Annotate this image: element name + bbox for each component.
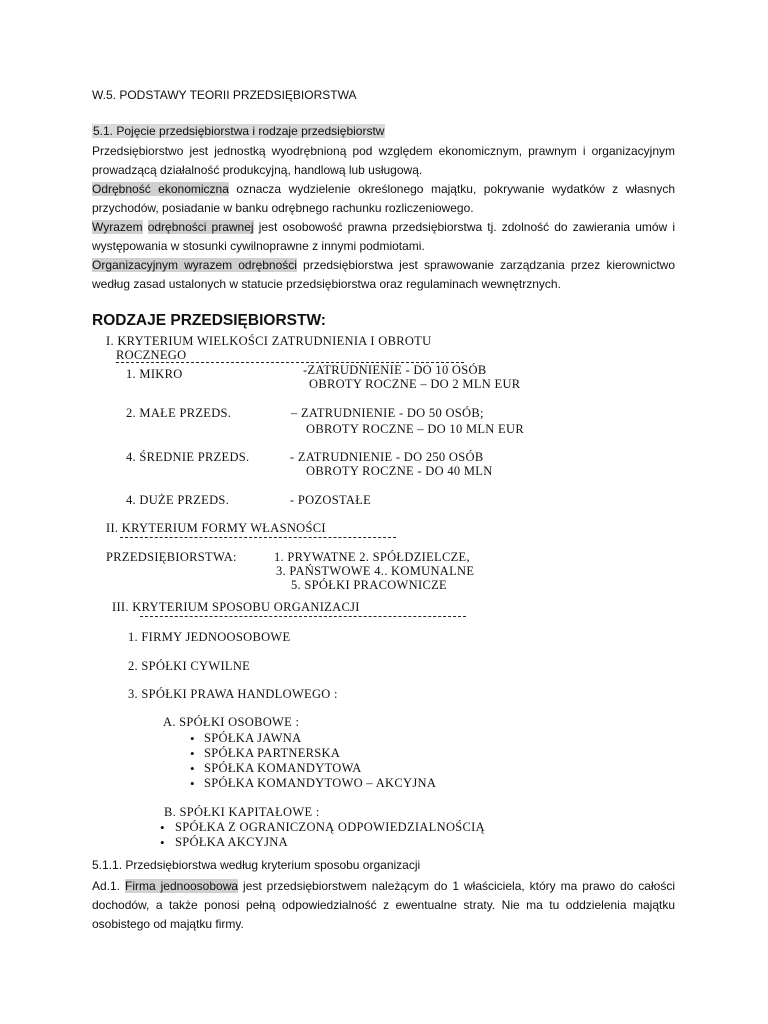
size-micro-turnover: OBROTY ROCZNE – DO 2 MLN EUR <box>309 377 521 391</box>
bullet-icon: • <box>160 820 165 835</box>
bullet-icon: • <box>160 835 165 850</box>
highlighted-term: odrębności prawnej <box>147 220 254 234</box>
dashed-underline <box>120 537 396 538</box>
capital-companies-heading: B. SPÓŁKI KAPITAŁOWE : <box>164 805 320 819</box>
highlighted-term: Odrębność ekonomiczna <box>92 182 229 196</box>
paragraph-text: jest osobowość prawna przedsiębiorstwa tj. zdolność do zawierania umów i występowania w stosunki cywilnoprawne z innymi podmiotami. <box>92 220 676 253</box>
size-medium-turnover: OBROTY ROCZNE - DO 40 MLN <box>306 464 493 478</box>
bullet-icon: • <box>190 776 195 791</box>
capital-company-item: SPÓŁKA AKCYJNA <box>175 835 288 849</box>
paragraph-text: przedsiębiorstwa jest sprawowanie zarządzania przez kierownictwo według zasad ustalonych w statucie przedsiębiorstwa oraz regulaminach wewnętrznych. <box>92 258 676 291</box>
org-commercial-companies: 3. SPÓŁKI PRAWA HANDLOWEGO : <box>128 687 338 701</box>
subsection-heading: 5.1.1. Przedsiębiorstwa według kryterium sposobu organizacji <box>92 858 421 872</box>
ownership-forms-row2: 3. PAŃSTWOWE 4.. KOMUNALNE <box>276 564 475 578</box>
highlighted-term: Wyrazem <box>92 220 143 234</box>
partnership-item: SPÓŁKA KOMANDYTOWO – AKCYJNA <box>204 776 437 790</box>
criterion-organization-heading: III. KRYTERIUM SPOSOBU ORGANIZACJI <box>112 600 360 614</box>
ownership-forms-row3: 5. SPÓŁKI PRACOWNICZE <box>291 578 447 592</box>
partnership-item: SPÓŁKA PARTNERSKA <box>204 746 341 760</box>
partnership-item: SPÓŁKA KOMANDYTOWA <box>204 761 362 775</box>
ownership-forms-row1: 1. PRYWATNE 2. SPÓŁDZIELCZE, <box>274 550 470 564</box>
paragraph-organizational <box>92 256 675 294</box>
section-heading: 5.1. Pojęcie przedsiębiorstwa i rodzaje przedsiębiorstw <box>93 124 385 138</box>
paragraph-text: Przedsiębiorstwo jest jednostką wyodrębnioną pod względem ekonomicznym, prawnym i organizacyjnym prowadzącą działalność produkcyjną, handlową lub usługową. <box>92 144 675 177</box>
dashed-underline <box>140 616 466 617</box>
bullet-icon: • <box>190 731 195 746</box>
types-heading: RODZAJE PRZEDSIĘBIORSTW: <box>92 312 326 329</box>
paragraph-prefix: Ad.1. <box>92 879 125 893</box>
ownership-label: PRZEDSIĘBIORSTWA: <box>106 550 237 564</box>
org-civil-partnerships: 2. SPÓŁKI CYWILNE <box>128 659 251 673</box>
size-small-turnover: OBROTY ROCZNE – DO 10 MLN EUR <box>306 422 524 436</box>
highlighted-term: Organizacyjnym wyrazem odrębności <box>92 258 297 272</box>
paragraph-legal <box>92 218 675 256</box>
size-large-label: 4. DUŻE PRZEDS. <box>126 493 230 507</box>
partnership-item: SPÓŁKA JAWNA <box>204 731 302 745</box>
bullet-icon: • <box>190 761 195 776</box>
paragraph-sole-proprietorship <box>92 877 675 934</box>
size-micro-label: 1. MIKRO <box>126 367 183 381</box>
paragraph-text: oznacza wydzielenie określonego majątku, pokrywanie wydatków z własnych przychodów, posiadanie w banku odrębnego rachunku rozliczeniowego. <box>92 182 675 215</box>
highlighted-term: Firma jednoosobowa <box>125 879 239 893</box>
criterion-size-heading: I. KRYTERIUM WIELKOŚCI ZATRUDNIENIA I OBROTU <box>106 334 432 348</box>
size-medium-employment: - ZATRUDNIENIE - DO 250 OSÓB <box>290 450 484 464</box>
criterion-size-heading-cont: ROCZNEGO <box>116 348 187 362</box>
size-small-employment: – ZATRUDNIENIE - DO 50 OSÓB; <box>291 406 484 420</box>
paragraph-economic <box>92 180 675 218</box>
paragraph-text: jest przedsiębiorstwem należącym do 1 właściciela, który ma prawo do całości dochodów, a także ponosi pełną odpowiedzialność z ewentualne straty. Nie ma tu oddzielenia majątku osobistego od majątku firmy. <box>92 879 675 931</box>
capital-company-item: SPÓŁKA Z OGRANICZONĄ ODPOWIEDZIALNOŚCIĄ <box>175 820 485 834</box>
partnerships-heading: A. SPÓŁKI OSOBOWE : <box>163 715 300 729</box>
size-medium-label: 4. ŚREDNIE PRZEDS. <box>126 450 250 464</box>
paragraph-definition <box>92 142 675 180</box>
size-large-value: - POZOSTAŁE <box>290 493 372 507</box>
bullet-icon: • <box>190 746 195 761</box>
criterion-ownership-heading: II. KRYTERIUM FORMY WŁASNOŚCI <box>106 521 326 535</box>
size-micro-employment: -ZATRUDNIENIE - DO 10 OSÓB <box>303 363 487 377</box>
org-sole-proprietorship: 1. FIRMY JEDNOOSOBOWE <box>128 630 291 644</box>
size-small-label: 2. MAŁE PRZEDS. <box>126 406 232 420</box>
document-title: W.5. PODSTAWY TEORII PRZEDSIĘBIORSTWA <box>92 88 357 102</box>
